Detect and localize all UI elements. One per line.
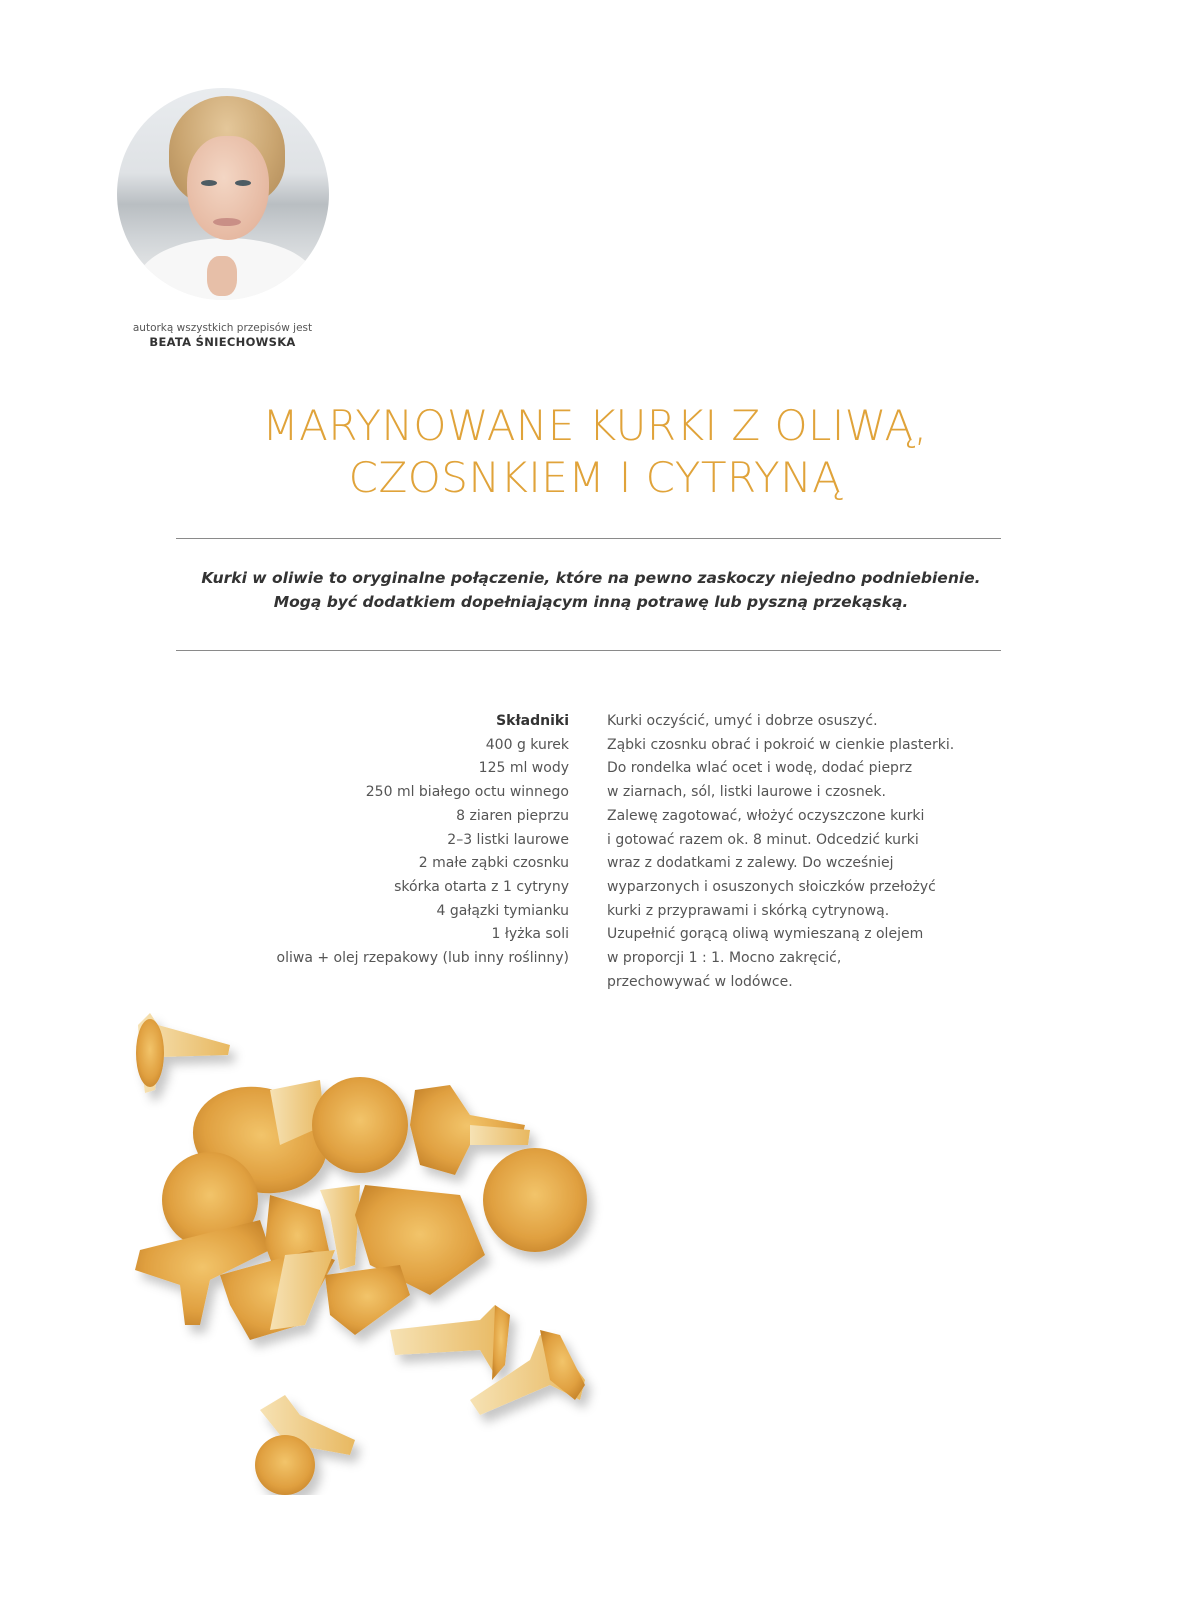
divider-bottom: [176, 650, 1001, 651]
ingredient-item: 1 łyżka soli: [491, 926, 569, 943]
lead-line-2: Mogą być dodatkiem dopełniającym inną potrawę lub pyszną przekąską.: [273, 593, 909, 611]
method-line: w ziarnach, sól, listki laurowe i czosnek.: [607, 784, 886, 801]
title-line-2: CZOSNKIEM I CYTRYNĄ: [348, 453, 842, 502]
ingredient-item: 4 gałązki tymianku: [436, 902, 569, 919]
lead-line-1: Kurki w oliwie to oryginalne połączenie, które na pewno zaskoczy niejedno podniebienie.: [201, 569, 981, 587]
ingredient-item: 2–3 listki laurowe: [447, 831, 569, 848]
method-line: Zalewę zagotować, włożyć oczyszczone kurki: [607, 807, 925, 824]
ingredients-list: [200, 710, 569, 971]
method-line: Kurki oczyścić, umyć i dobrze osuszyć.: [607, 713, 878, 729]
ingredient-item: 250 ml białego octu winnego: [365, 784, 569, 801]
ingredient-item: 8 ziaren pieprzu: [456, 807, 569, 824]
ingredient-item: oliwa + olej rzepakowy (lub inny roślinny): [276, 950, 569, 967]
method-line: w proporcji 1 : 1. Mocno zakręcić,: [607, 950, 842, 967]
lead-paragraph: [176, 566, 1006, 614]
method-line: Ząbki czosnku obrać i pokroić w cienkie plasterki.: [607, 736, 955, 753]
method-line: przechowywać w lodówce.: [607, 973, 793, 990]
title-line-1: MARYNOWANE KURKI Z OLIWĄ,: [262, 401, 928, 450]
mushroom-illustration-icon: [110, 995, 610, 1495]
method-line: Do rondelka wlać ocet i wodę, dodać pieprz: [607, 760, 913, 777]
method-line: Uzupełnić gorącą oliwą wymieszaną z olejem: [607, 926, 924, 943]
method-line: wyparzonych i osuszonych słoiczków przełożyć: [607, 878, 936, 895]
ingredient-item: 125 ml wody: [478, 760, 569, 777]
author-portrait: [117, 88, 329, 300]
recipe-title: [0, 400, 1190, 504]
method-line: wraz z dodatkami z zalewy. Do wcześniej: [607, 855, 894, 872]
author-block: [110, 88, 335, 349]
author-caption: autorką wszystkich przepisów jest: [132, 322, 313, 334]
chanterelle-photo: [110, 995, 610, 1495]
ingredient-item: 2 małe ząbki czosnku: [418, 855, 569, 872]
ingredient-item: skórka otarta z 1 cytryny: [394, 878, 569, 895]
ingredients-heading: Składniki: [496, 713, 569, 729]
method-text: [607, 710, 1027, 994]
divider-top: [176, 538, 1001, 539]
ingredient-item: 400 g kurek: [485, 736, 569, 753]
method-line: kurki z przyprawami i skórką cytrynową.: [607, 902, 890, 919]
method-line: i gotować razem ok. 8 minut. Odcedzić kurki: [607, 831, 919, 848]
author-name: BEATA ŚNIECHOWSKA: [149, 335, 296, 349]
